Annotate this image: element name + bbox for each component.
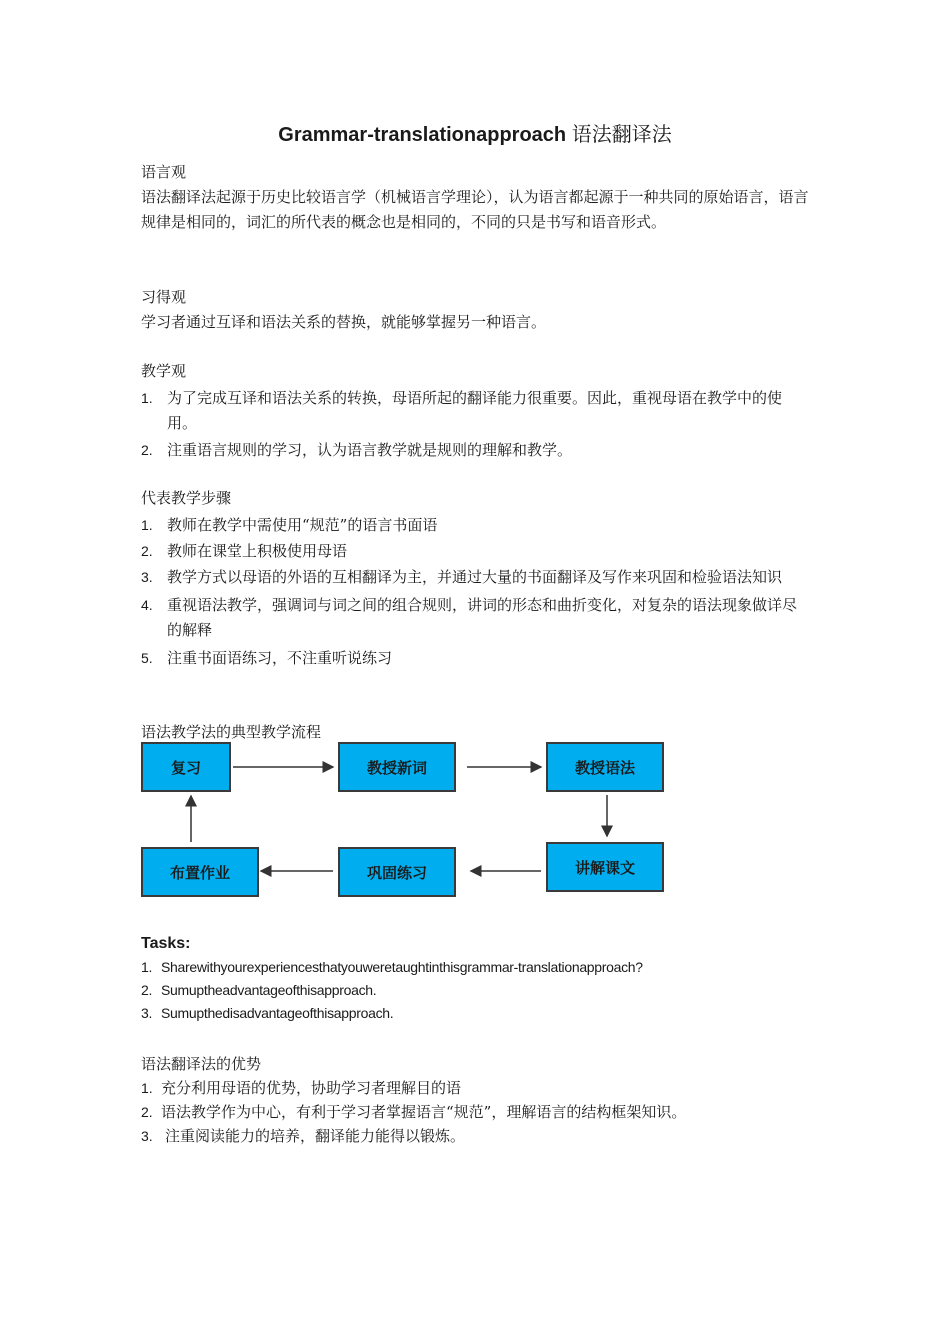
flow-diagram [141,740,666,900]
section-tasks [141,931,809,1025]
list-item: 2. 注重语言规则的学习，认为语言教学就是规则的理解和教学。 [141,441,573,459]
section-advantages [141,1052,809,1148]
list-item: 1. 为了完成互译和语法关系的转换，母语所起的翻译能力很重要。因此，重视母语在教学中的使用。 [141,389,783,432]
section-language-view [141,160,809,235]
list-item: 1. 教师在教学中需使用“规范”的语言书面语 [141,516,438,534]
flow-box-review: 复习 [141,742,231,792]
section-heading: 代表教学步骤 [141,489,232,507]
flow-heading: 语法教学法的典型教学流程 [141,723,322,741]
flow-box-homework: 布置作业 [141,847,259,897]
section-text: 学习者通过互译和语法关系的替换，就能够掌握另一种语言。 [141,313,547,331]
section-teaching-view [141,359,809,463]
section-text: 语法翻译法起源于历史比较语言学（机械语言学理论），认为语言都起源于一种共同的原始语言，语言规律是相同的，词汇的所代表的概念也是相同的，不同的只是书写和语音形式。 [141,188,809,231]
teaching-steps-list [141,513,809,671]
list-item: 4. 重视语法教学，强调词与词之间的组合规则，讲词的形态和曲折变化，对复杂的语法现象做详尽的解释 [141,596,798,639]
list-item: 1. 充分利用母语的优势，协助学习者理解目的语 [141,1079,462,1097]
tasks-list [141,956,809,1025]
section-heading: 教学观 [141,362,187,380]
list-item: 1. Sharewithyourexperiencesthatyouweretaughtinthisgrammar-translationapproach? [141,959,643,975]
list-item: 3. 注重阅读能力的培养，翻译能力能得以锻炼。 [141,1127,466,1145]
teaching-view-list [141,386,809,463]
flow-box-grammar: 教授语法 [546,742,664,792]
title-cn: 语法翻译法 [571,122,672,146]
list-item: 2. Sumuptheadvantageofthisapproach. [141,982,377,998]
section-heading: 习得观 [141,288,187,306]
list-item: 2. 语法教学作为中心，有利于学习者掌握语言“规范”，理解语言的结构框架知识。 [141,1103,687,1121]
list-item: 5. 注重书面语练习，不注重听说练习 [141,649,393,667]
list-item: 3. 教学方式以母语的外语的互相翻译为主，并通过大量的书面翻译及写作来巩固和检验语法知识 [141,568,783,586]
flow-box-new-words: 教授新词 [338,742,456,792]
section-acquisition-view [141,285,809,335]
list-item: 3. Sumupthedisadvantageofthisapproach. [141,1005,394,1021]
flow-box-practice: 巩固练习 [338,847,456,897]
advantages-list [141,1076,809,1148]
section-heading: 语言观 [141,163,187,181]
list-item: 2. 教师在课堂上积极使用母语 [141,542,348,560]
flow-box-text: 讲解课文 [546,842,664,892]
section-heading: 语法翻译法的优势 [141,1055,262,1073]
page-title [0,118,950,147]
tasks-label: Tasks: [141,935,191,952]
section-teaching-steps [141,486,809,671]
title-en: Grammar-translationapproach [278,124,567,146]
